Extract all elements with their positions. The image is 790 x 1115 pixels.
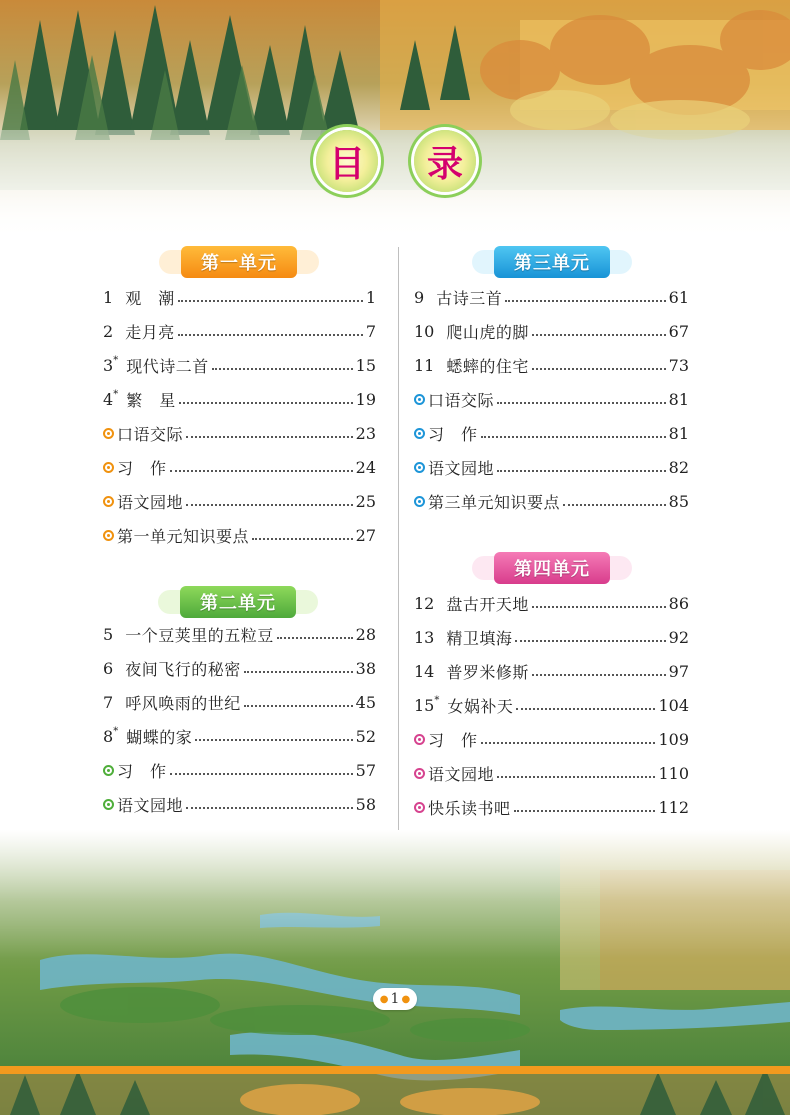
lesson-number-text: 13 xyxy=(414,627,435,647)
toc-entry-page: 57 xyxy=(355,760,376,780)
optional-lesson-star: * xyxy=(113,355,119,366)
toc-entry-page: 24 xyxy=(355,457,376,477)
optional-lesson-star: * xyxy=(434,695,440,706)
unit-2-banner xyxy=(180,586,296,618)
toc-entry[interactable] xyxy=(414,484,689,518)
toc-entry-title: 习 作 xyxy=(117,761,167,781)
lesson-number xyxy=(414,662,434,681)
unit-4-toc-list xyxy=(414,586,689,858)
toc-entry-page: 38 xyxy=(355,658,376,678)
toc-entry-title: 习 作 xyxy=(428,424,478,444)
toc-entry[interactable] xyxy=(414,348,689,382)
toc-entry-title: 呼风唤雨的世纪 xyxy=(125,693,241,713)
toc-entry-title: 蟋蟀的住宅 xyxy=(446,356,529,376)
toc-entry-page: 112 xyxy=(658,797,689,817)
lesson-number xyxy=(414,288,424,307)
double-circle-bullet-icon xyxy=(103,496,114,507)
dot-leader xyxy=(178,334,363,336)
title-badge-mu xyxy=(316,130,378,192)
optional-lesson-star: * xyxy=(113,726,119,737)
title-char-lu: 录 xyxy=(426,143,463,185)
double-circle-bullet-icon xyxy=(103,428,114,439)
toc-entry-title: 精卫填海 xyxy=(446,628,513,648)
dot-leader xyxy=(195,739,352,741)
double-circle-bullet-icon xyxy=(103,799,114,810)
toc-entry[interactable] xyxy=(103,651,376,685)
lesson-number xyxy=(414,322,434,341)
toc-entry-title: 口语交际 xyxy=(117,424,184,444)
toc-entry-title: 观 潮 xyxy=(125,288,175,308)
dot-leader xyxy=(532,674,666,676)
dot-leader xyxy=(481,742,656,744)
toc-entry[interactable] xyxy=(414,688,689,722)
dot-leader xyxy=(532,606,666,608)
dot-leader xyxy=(563,504,666,506)
toc-entry-page: 61 xyxy=(668,287,689,307)
header-landscape-image xyxy=(0,0,790,240)
page-dot-right-icon: ● xyxy=(401,993,411,1005)
toc-entry-title: 现代诗二首 xyxy=(126,356,209,376)
dot-leader xyxy=(244,705,353,707)
toc-entry-page: 97 xyxy=(668,661,689,681)
dot-leader xyxy=(186,504,353,506)
toc-entry-title: 一个豆荚里的五粒豆 xyxy=(125,625,274,645)
toc-entry-title: 蝴蝶的家 xyxy=(126,727,193,747)
dot-leader xyxy=(170,470,353,472)
toc-entry-page: 82 xyxy=(668,457,689,477)
lesson-number-text: 1 xyxy=(103,287,114,307)
toc-entry-page: 109 xyxy=(658,729,689,749)
double-circle-bullet-icon xyxy=(103,462,114,473)
lesson-number-text: 5 xyxy=(103,624,114,644)
lesson-number-text: 2 xyxy=(103,321,114,341)
double-circle-bullet-icon xyxy=(103,765,114,776)
double-circle-bullet-icon xyxy=(414,428,425,439)
double-circle-bullet-icon xyxy=(414,462,425,473)
lesson-number xyxy=(103,322,113,341)
lesson-number-text: 8 xyxy=(103,727,114,746)
toc-entry[interactable] xyxy=(103,348,376,382)
lesson-number-text: 6 xyxy=(103,658,114,678)
toc-entry-page: 110 xyxy=(658,763,689,783)
page-dot-left-icon: ● xyxy=(379,993,389,1005)
lesson-number xyxy=(103,625,113,644)
toc-entry[interactable] xyxy=(103,382,376,416)
toc-entry-page: 27 xyxy=(355,525,376,545)
lesson-number-text: 15 xyxy=(414,696,435,715)
toc-entry-title: 盘古开天地 xyxy=(446,594,529,614)
lesson-number xyxy=(103,389,118,409)
dot-leader xyxy=(497,776,655,778)
toc-entry-title: 快乐读书吧 xyxy=(428,798,511,818)
toc-entry-page: 28 xyxy=(355,624,376,644)
toc-entry[interactable] xyxy=(414,382,689,416)
unit-3-label: 第三单元 xyxy=(514,253,590,274)
column-divider xyxy=(398,247,399,862)
toc-entry-page: 45 xyxy=(355,692,376,712)
toc-entry-title: 语文园地 xyxy=(117,795,184,815)
toc-entry[interactable] xyxy=(103,753,376,787)
double-circle-bullet-icon xyxy=(414,394,425,405)
toc-entry[interactable] xyxy=(414,756,689,790)
toc-entry-title: 爬山虎的脚 xyxy=(446,322,529,342)
lesson-number xyxy=(414,356,434,375)
dot-leader xyxy=(481,436,666,438)
toc-entry-page: 1 xyxy=(365,287,376,307)
unit-2-toc-list xyxy=(103,617,376,855)
toc-entry[interactable] xyxy=(103,685,376,719)
toc-entry-page: 85 xyxy=(668,491,689,511)
toc-entry-page: 58 xyxy=(355,794,376,814)
dot-leader xyxy=(212,368,353,370)
dot-leader xyxy=(244,671,353,673)
page-title xyxy=(0,130,790,200)
toc-entry[interactable] xyxy=(414,450,689,484)
toc-entry-page: 19 xyxy=(355,389,376,409)
toc-entry-title: 习 作 xyxy=(117,458,167,478)
toc-entry-title: 第三单元知识要点 xyxy=(428,492,561,512)
dot-leader xyxy=(252,538,353,540)
lesson-number xyxy=(414,594,434,613)
dot-leader xyxy=(170,773,353,775)
unit-1-toc-list xyxy=(103,280,376,552)
toc-entry-title: 口语交际 xyxy=(428,390,495,410)
unit-1-label: 第一单元 xyxy=(201,253,277,274)
toc-entry[interactable] xyxy=(103,450,376,484)
title-badge-lu xyxy=(414,130,476,192)
dot-leader xyxy=(179,402,353,404)
toc-entry[interactable] xyxy=(103,484,376,518)
toc-entry[interactable] xyxy=(414,790,689,824)
toc-entry-title: 夜间飞行的秘密 xyxy=(125,659,241,679)
lesson-number-text: 9 xyxy=(414,287,425,307)
lesson-number-text: 14 xyxy=(414,661,435,681)
unit-2-label: 第二单元 xyxy=(200,593,276,614)
unit-4-banner xyxy=(494,552,610,584)
dot-leader xyxy=(186,436,353,438)
toc-entry[interactable] xyxy=(103,719,376,753)
lesson-number-text: 12 xyxy=(414,593,435,613)
lesson-number-text: 4 xyxy=(103,390,114,409)
optional-lesson-star: * xyxy=(113,389,119,400)
unit-3-banner xyxy=(494,246,610,278)
toc-entry-title: 走月亮 xyxy=(125,322,175,342)
toc-entry[interactable] xyxy=(103,518,376,552)
dot-leader xyxy=(186,807,353,809)
double-circle-bullet-icon xyxy=(414,802,425,813)
lesson-number xyxy=(103,693,113,712)
toc-entry-title: 语文园地 xyxy=(428,458,495,478)
dot-leader xyxy=(505,300,665,302)
dot-leader xyxy=(532,334,666,336)
toc-entry-title: 女娲补天 xyxy=(447,696,514,716)
double-circle-bullet-icon xyxy=(414,496,425,507)
bottom-orange-stripe xyxy=(0,1066,790,1074)
forest-lake-illustration xyxy=(0,0,790,240)
toc-entry-title: 第一单元知识要点 xyxy=(117,526,250,546)
lesson-number xyxy=(103,355,118,375)
dot-leader xyxy=(497,402,666,404)
dot-leader xyxy=(178,300,363,302)
toc-entry[interactable] xyxy=(414,722,689,756)
toc-entry-page: 86 xyxy=(668,593,689,613)
toc-entry[interactable] xyxy=(414,280,689,314)
toc-entry[interactable] xyxy=(414,620,689,654)
toc-entry[interactable] xyxy=(414,314,689,348)
unit-1-banner xyxy=(181,246,297,278)
toc-entry-page: 25 xyxy=(355,491,376,511)
toc-entry-title: 语文园地 xyxy=(117,492,184,512)
toc-entry[interactable] xyxy=(103,314,376,348)
lesson-number xyxy=(103,726,118,746)
toc-entry[interactable] xyxy=(103,416,376,450)
double-circle-bullet-icon xyxy=(414,768,425,779)
toc-entry-title: 习 作 xyxy=(428,730,478,750)
toc-entry[interactable] xyxy=(414,416,689,450)
toc-entry-page: 23 xyxy=(355,423,376,443)
toc-entry[interactable] xyxy=(103,787,376,821)
page-number-badge xyxy=(373,988,417,1010)
toc-entry[interactable] xyxy=(103,280,376,314)
dot-leader xyxy=(532,368,666,370)
lesson-number xyxy=(103,659,113,678)
toc-entry-page: 67 xyxy=(668,321,689,341)
dot-leader xyxy=(514,810,656,812)
toc-entry[interactable] xyxy=(414,654,689,688)
toc-entry-page: 81 xyxy=(668,389,689,409)
toc-entry-title: 古诗三首 xyxy=(436,288,503,308)
toc-entry-page: 104 xyxy=(658,695,689,715)
toc-entry[interactable] xyxy=(414,586,689,620)
toc-entry-title: 普罗米修斯 xyxy=(446,662,529,682)
toc-entry-title: 语文园地 xyxy=(428,764,495,784)
lesson-number-text: 7 xyxy=(103,692,114,712)
toc-entry[interactable] xyxy=(103,617,376,651)
lesson-number xyxy=(414,695,439,715)
title-char-mu: 目 xyxy=(328,143,365,185)
page-number: 1 xyxy=(390,991,400,1007)
toc-entry-title: 繁 星 xyxy=(126,390,176,410)
lesson-number-text: 10 xyxy=(414,321,435,341)
toc-entry-page: 15 xyxy=(355,355,376,375)
unit-3-toc-list xyxy=(414,280,689,518)
double-circle-bullet-icon xyxy=(103,530,114,541)
dot-leader xyxy=(516,708,655,710)
lesson-number-text: 3 xyxy=(103,356,114,375)
double-circle-bullet-icon xyxy=(414,734,425,745)
lesson-number xyxy=(103,288,113,307)
toc-entry-page: 7 xyxy=(365,321,376,341)
dot-leader xyxy=(277,637,353,639)
toc-entry-page: 73 xyxy=(668,355,689,375)
dot-leader xyxy=(515,640,665,642)
toc-entry-page: 81 xyxy=(668,423,689,443)
lesson-number-text: 11 xyxy=(414,355,435,375)
toc-entry-page: 92 xyxy=(668,627,689,647)
toc-entry-page: 52 xyxy=(355,726,376,746)
lesson-number xyxy=(414,628,434,647)
unit-4-label: 第四单元 xyxy=(514,559,590,580)
dot-leader xyxy=(497,470,666,472)
